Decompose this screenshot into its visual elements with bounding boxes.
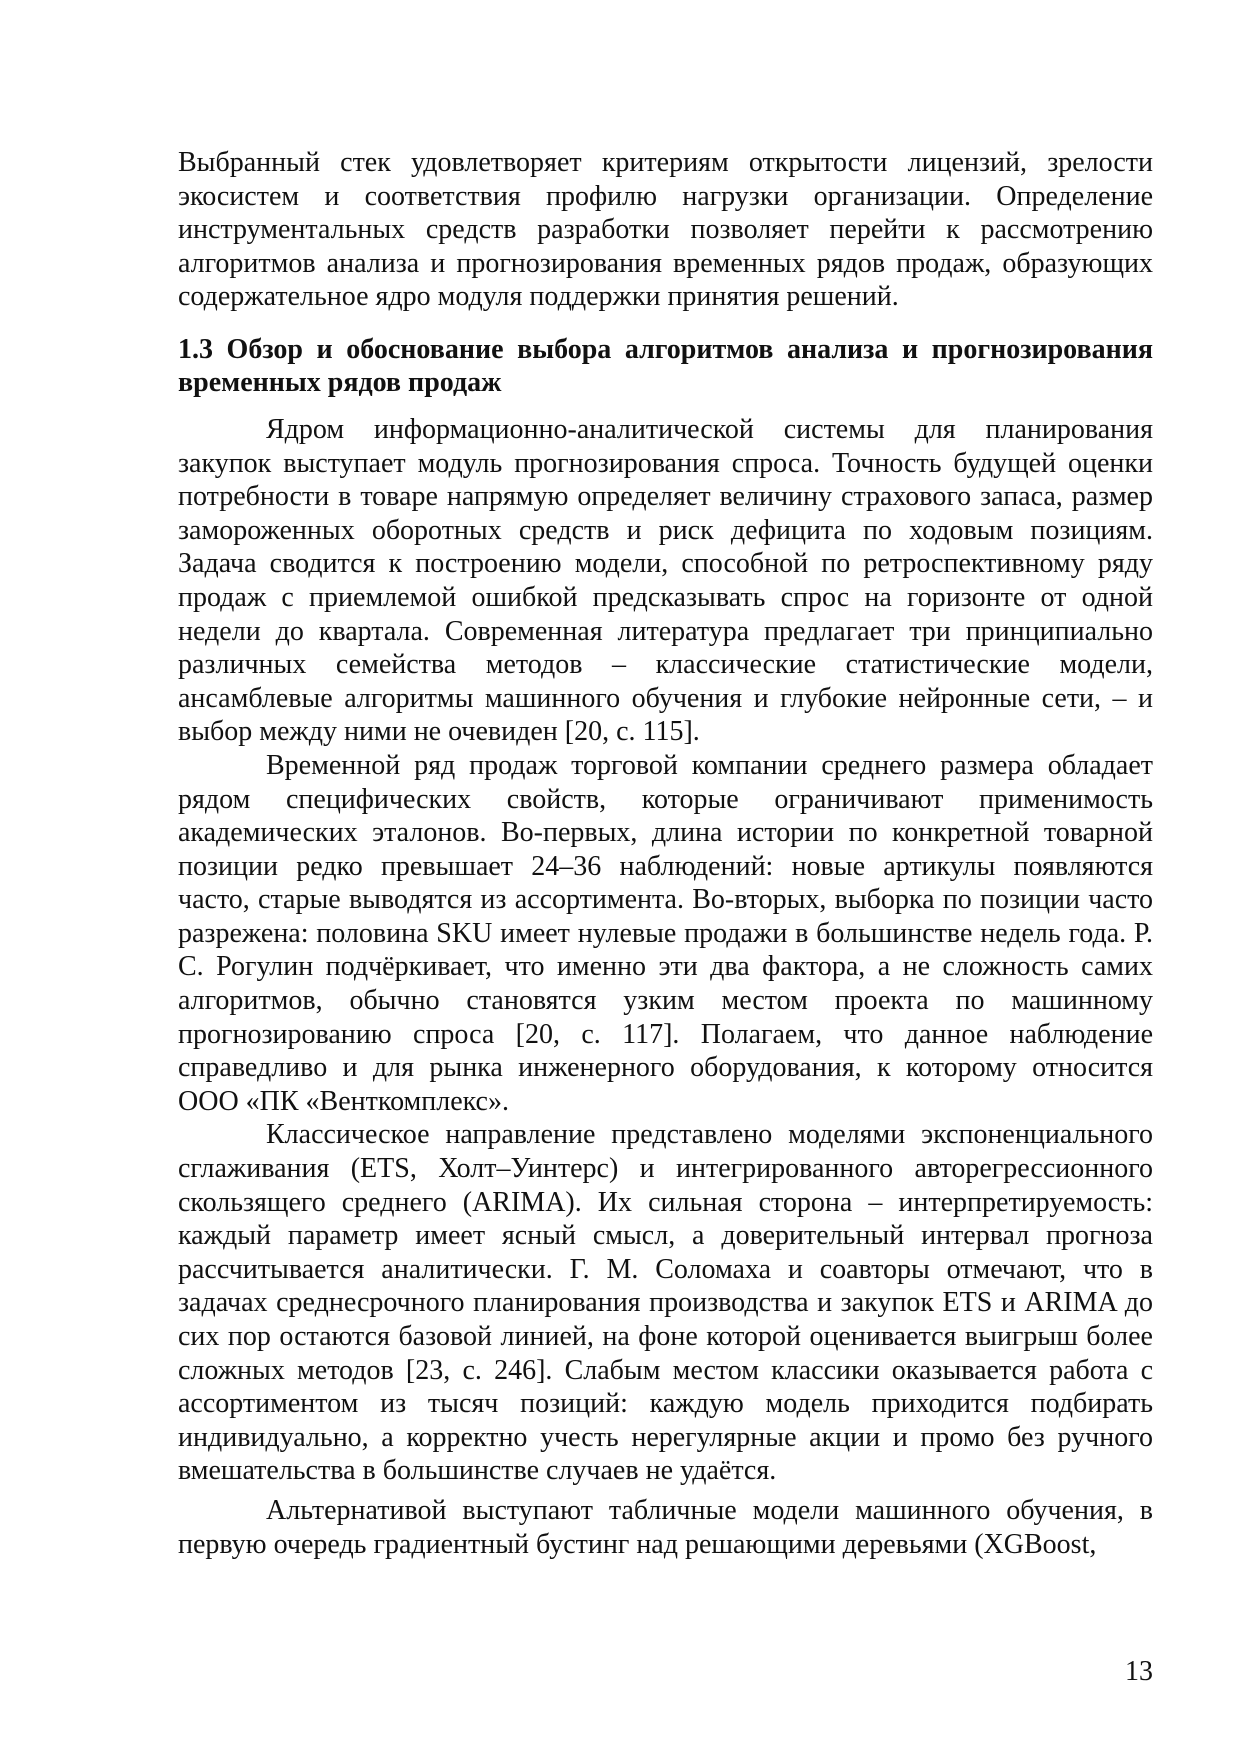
- page-number: 13: [1125, 1656, 1153, 1687]
- section-heading: 1.3 Обзор и обоснование выбора алгоритмов анализа и прогнозирования временных рядов продаж: [178, 333, 1153, 398]
- page-body: [178, 146, 1153, 1561]
- body-paragraph: Альтернативой выступают табличные модели машинного обучения, в первую очередь градиентный бустинг над решающими деревьями (XGBoost,: [178, 1494, 1153, 1560]
- body-paragraph: Временной ряд продаж торговой компании среднего размера обладает рядом специфических свойств, которые ограничивают применимость академических эталонов. Во-первых, длина истории по конкретной товарной позиции редко превышает 24–36 наблюдений: новые артикулы появляются часто, старые выводятся из ассортимента. Во-вторых, выборка по позиции часто разрежена: половина SKU имеет нулевые продажи в большинстве недель года. Р. С. Рогулин подчёркивает, что именно эти два фактора, а не сложность самих алгоритмов, обычно становятся узким местом проекта по машинному прогнозированию спроса [20, с. 117]. Полагаем, что данное наблюдение справедливо и для рынка инженерного оборудования, к которому относится ООО «ПК «Венткомплекс».: [178, 749, 1153, 1117]
- body-paragraph: Классическое направление представлено моделями экспоненциального сглаживания (ETS, Холт–Уинтерс) и интегрированного авторегрессионного скользящего среднего (ARIMA). Их сильная сторона – интерпретируемость: каждый параметр имеет ясный смысл, а доверительный интервал прогноза рассчитывается аналитически. Г. М. Соломаха и соавторы отмечают, что в задачах среднесрочного планирования производства и закупок ETS и ARIMA до сих пор остаются базовой линией, на фоне которой оценивается выигрыш более сложных методов [23, с. 246]. Слабым местом классики оказывается работа с ассортиментом из тысяч позиций: каждую модель приходится подбирать индивидуально, а корректно учесть нерегулярные акции и промо без ручного вмешательства в большинстве случаев не удаётся.: [178, 1119, 1153, 1487]
- body-paragraph: Ядром информационно-аналитической системы для планирования закупок выступает модуль прогнозирования спроса. Точность будущей оценки потребности в товаре напрямую определяет величину страхового запаса, размер замороженных оборотных средств и риск дефицита по ходовым позициям. Задача сводится к построению модели, способной по ретроспективному ряду продаж с приемлемой ошибкой предсказывать спрос на горизонте от одной недели до квартала. Современная литература предлагает три принципиально различных семейства методов – классические статистические модели, ансамблевые алгоритмы машинного обучения и глубокие нейронные сети, – и выбор между ними не очевиден [20, с. 115].: [178, 413, 1153, 748]
- intro-paragraph: Выбранный стек удовлетворяет критериям открытости лицензий, зрелости экосистем и соответствия профилю нагрузки организации. Определение инструментальных средств разработки позволяет перейти к рассмотрению алгоритмов анализа и прогнозирования временных рядов продаж, образующих содержательное ядро модуля поддержки принятия решений.: [178, 147, 1153, 313]
